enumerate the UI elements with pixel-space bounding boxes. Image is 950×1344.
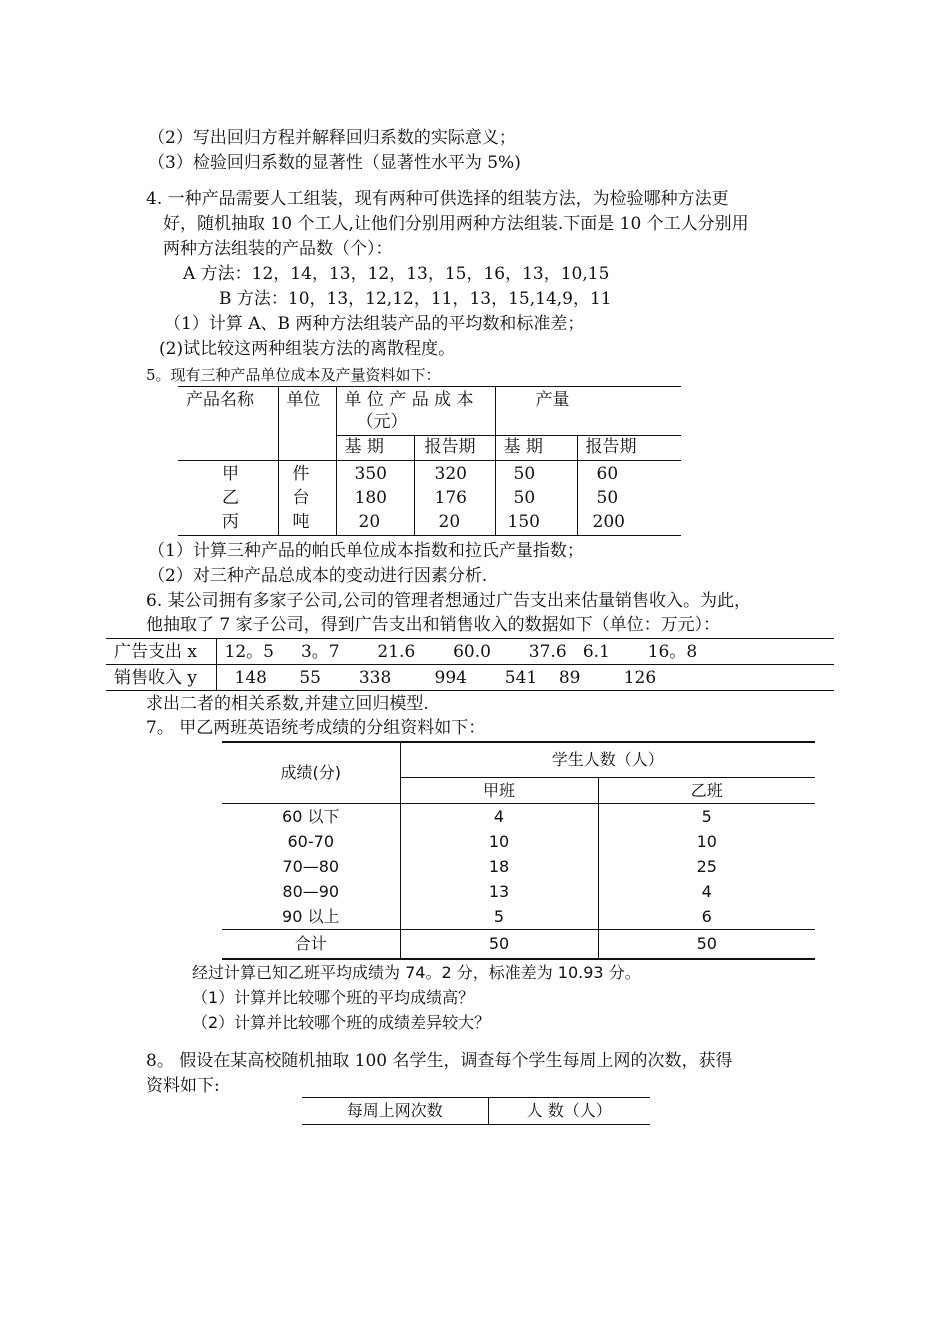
q5-cell-qty-base: 50 (495, 487, 577, 511)
q7-cell-class-a: 18 (400, 854, 598, 879)
q5-cell-qty-report: 50 (596, 488, 619, 508)
q7-header-class-a: 甲班 (400, 778, 598, 804)
q5-intro: 5。现有三种产品单位成本及产量资料如下： (146, 366, 441, 384)
q5-cell-cost-report: 176 (414, 487, 495, 511)
q5-header-cost (336, 387, 495, 436)
table-row (106, 665, 834, 691)
q3-subquestion-2: （2）写出回归方程并解释回归系数的实际意义； (148, 128, 516, 148)
q7-cell-group: 70—80 (222, 854, 400, 879)
q6-subquestion: 求出二者的相关系数,并建立回归模型. (146, 694, 429, 714)
q6-ad-sales-table (106, 638, 834, 691)
q7-header-row (222, 742, 815, 778)
q7-total-class-b: 50 (598, 930, 815, 960)
q8-internet-table (302, 1097, 650, 1125)
table-row (178, 511, 681, 536)
q4-text-line-1: 4. 一种产品需要人工组装，现有两种可供选择的组装方法，为检验哪种方法更 (146, 189, 729, 209)
table-row (222, 904, 815, 930)
table-row (106, 639, 834, 665)
q5-cell-unit: 台 (278, 487, 336, 511)
table-row (222, 829, 815, 854)
q8-header-row (302, 1098, 650, 1125)
q7-cell-class-b: 10 (696, 831, 717, 851)
q4-text-line-3: 两种方法组装的产品数（个）： (163, 239, 393, 259)
q5-header-qty-base: 基 期 (495, 436, 577, 461)
q5-header-cost-base: 基 期 (336, 436, 414, 461)
q4-method-a: A 方法：12，14，13，12，13，15，16，13，10,15 (183, 264, 610, 284)
q5-cost-table (178, 386, 681, 536)
q7-cell-group: 90 以上 (222, 904, 400, 930)
q8-text-line-2: 资料如下: (146, 1076, 220, 1096)
q7-cell-class-b: 5 (701, 806, 712, 826)
q5-cell-name: 丙 (178, 511, 278, 536)
q7-header-students: 学生人数（人） (400, 742, 815, 778)
q5-cell-qty-base: 150 (495, 511, 577, 536)
table-row (222, 854, 815, 879)
q4-text-line-2: 好，随机抽取 10 个工人,让他们分别用两种方法组装.下面是 10 个工人分别用 (163, 214, 749, 234)
q5-header-row (178, 387, 681, 436)
q6-y-values: 148 55 338 994 541 89 126 (234, 667, 657, 688)
q5-cell-unit: 吨 (278, 511, 336, 536)
q7-total-row (222, 930, 815, 960)
q7-total-class-a: 50 (400, 930, 598, 960)
q7-cell-class-a: 13 (400, 879, 598, 904)
q5-header-qty: 产量 (495, 387, 681, 436)
q5-cell-qty-report: 200 (577, 511, 681, 536)
q5-header-cost-line1: 单 位 产 品 成 本 (344, 390, 474, 410)
q7-total-label: 合计 (222, 930, 400, 960)
q5-header-name: 产品名称 (178, 387, 278, 461)
q7-cell-class-b: 25 (696, 856, 717, 876)
q8-header-people: 人 数（人） (526, 1101, 612, 1120)
q5-cell-qty-base: 50 (495, 461, 577, 488)
q7-cell-class-a: 4 (400, 804, 598, 830)
q7-cell-class-a: 5 (400, 904, 598, 930)
q6-x-values: 12。5 3。7 21.6 60.0 37.6 6.1 16。8 (216, 639, 834, 665)
q8-text-line-1: 8。 假设在某高校随机抽取 100 名学生，调查每个学生每周上网的次数，获得 (146, 1051, 733, 1071)
q5-cell-cost-base: 350 (336, 461, 414, 488)
q5-header-qty-report: 报告期 (577, 436, 681, 461)
q7-header-score: 成绩(分) (222, 742, 400, 804)
q5-cell-name: 甲 (178, 461, 278, 488)
q6-x-label: 广告支出 x (106, 639, 216, 665)
q5-subquestion-2: （2）对三种产品总成本的变动进行因素分析. (148, 566, 488, 586)
q6-text-line-1: 6. 某公司拥有多家子公司,公司的管理者想通过广告支出来估量销售收入。为此， (146, 591, 752, 611)
q5-subquestion-1: （1）计算三种产品的帕氏单位成本指数和拉氏产量指数； (148, 541, 584, 561)
q7-cell-class-b: 6 (701, 906, 712, 926)
q5-cell-cost-report: 20 (414, 511, 495, 536)
q3-subquestion-3: （3）检验回归系数的显著性（显著性水平为 5%) (148, 153, 521, 173)
table-row (222, 879, 815, 904)
q7-cell-group: 60 以下 (222, 804, 400, 830)
q6-y-label: 销售收入 y (106, 665, 216, 691)
q8-header-times: 每周上网次数 (302, 1098, 488, 1125)
q7-subquestion-2: （2）计算并比较哪个班的成绩差异较大？ (192, 1013, 491, 1032)
q7-header-class-b: 乙班 (598, 778, 815, 804)
q4-method-b: B 方法：10，13，12,12，11，13，15,14,9，11 (219, 289, 612, 309)
table-row (178, 461, 681, 488)
q7-score-table (222, 741, 815, 960)
q7-intro: 7。 甲乙两班英语统考成绩的分组资料如下： (146, 718, 486, 738)
q5-cell-qty-report: 60 (596, 464, 619, 484)
q5-cell-cost-base: 180 (336, 487, 414, 511)
q5-header-unit: 单位 (278, 387, 336, 461)
q4-subquestion-2: (2)试比较这两种组装方法的离散程度。 (159, 339, 456, 359)
q7-cell-class-a: 10 (400, 829, 598, 854)
q5-header-cost-report: 报告期 (414, 436, 495, 461)
q5-cell-cost-report: 320 (414, 461, 495, 488)
q7-cell-group: 60-70 (222, 829, 400, 854)
q7-cell-group: 80—90 (222, 879, 400, 904)
q5-header-cost-line2: （元） (356, 412, 408, 432)
table-row (222, 804, 815, 830)
table-row (178, 487, 681, 511)
q5-cell-name: 乙 (178, 487, 278, 511)
q6-text-line-2: 他抽取了 7 家子公司，得到广告支出和销售收入的数据如下（单位：万元）： (146, 615, 721, 635)
q7-subquestion-1: （1）计算并比较哪个班的平均成绩高？ (192, 988, 475, 1007)
q5-cell-cost-base: 20 (336, 511, 414, 536)
q5-cell-unit: 件 (278, 461, 336, 488)
q7-cell-class-b: 4 (701, 881, 712, 901)
q4-subquestion-1: （1）计算 A、B 两种方法组装产品的平均数和标准差； (164, 314, 585, 334)
q7-note: 经过计算已知乙班平均成绩为 74。2 分，标准差为 10.93 分。 (192, 963, 641, 982)
